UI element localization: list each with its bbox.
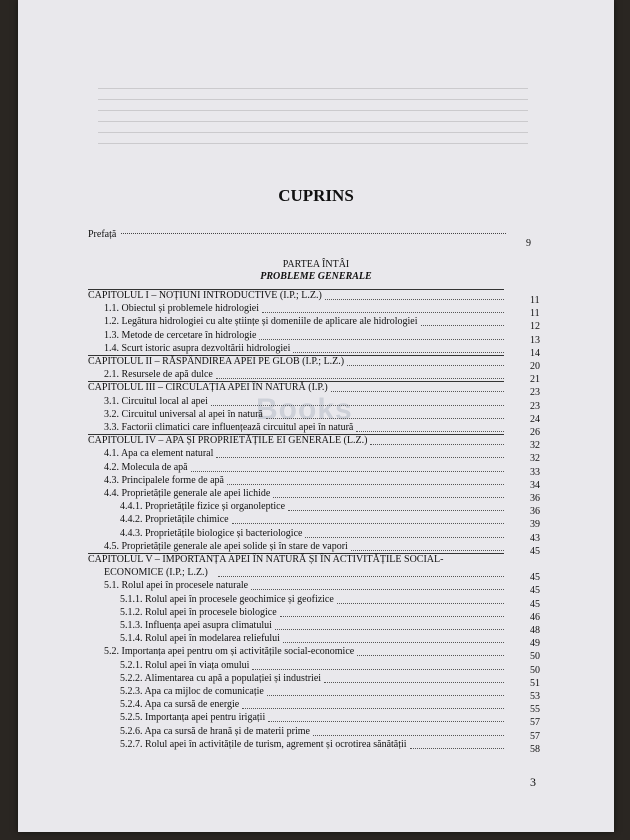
toc-item: [120, 739, 407, 751]
toc-leader: [267, 695, 504, 696]
toc-item: [120, 673, 321, 685]
toc-page-number: 23: [530, 400, 540, 412]
toc-leader: [216, 457, 504, 458]
toc-leader: [232, 523, 504, 524]
toc-entry-text: 5.1.3. Influența apei asupra climatului: [120, 620, 272, 631]
toc-page-number: 11: [530, 295, 540, 306]
toc-item: [120, 660, 249, 672]
toc-entry-continuation: ECONOMICE (I.P.; L.Z.): [104, 567, 208, 579]
toc-entry-text: 4.1. Apa ca element natural: [104, 448, 214, 460]
toc-item: [120, 686, 264, 698]
toc-item: [104, 369, 213, 381]
toc-chapter: [88, 435, 367, 447]
toc-page-number: 24: [530, 413, 540, 425]
toc-page-number: 45: [530, 545, 540, 557]
toc-item: [104, 422, 353, 434]
toc-item: [120, 528, 302, 540]
toc-entry-text: 5.2.3. Apa ca mijloc de comunicație: [120, 686, 264, 697]
toc-entry-text: 1.4. Scurt istoric asupra dezvoltării hidrologiei: [104, 342, 291, 354]
toc-entry-text: 5.2.4. Apa ca sursă de energie: [120, 699, 240, 711]
toc-page-number: 20: [530, 361, 540, 372]
page-number: 3: [530, 775, 536, 789]
toc-page-number: 57: [530, 717, 540, 729]
toc-leader: [211, 405, 504, 406]
toc-leader: [356, 431, 504, 432]
toc-leader: [331, 391, 504, 392]
toc-item: [120, 594, 334, 606]
toc-page-number: 58: [530, 743, 540, 755]
toc-chapter: [88, 382, 328, 394]
toc-item: [104, 462, 188, 474]
toc-page-number: 49: [530, 638, 540, 650]
toc-entry-text: 4.4.1. Proprietățile fizice și organoleptice: [120, 501, 286, 513]
toc-page-number: 48: [530, 625, 540, 636]
toc-leader: [259, 339, 504, 340]
toc-page-number: 55: [530, 704, 540, 716]
toc-page-number: 33: [530, 466, 540, 478]
toc-entry-text: 4.5. Proprietățile generale ale apei solide și în stare de vapori: [104, 540, 348, 552]
toc-page-number: 32: [530, 440, 540, 452]
toc-page-number: 14: [530, 347, 540, 359]
toc-leader: [357, 655, 504, 656]
toc-item: [120, 633, 280, 645]
toc-page-number: 21: [530, 374, 540, 386]
watermark: Books: [256, 393, 353, 426]
toc-item: [104, 316, 418, 328]
toc-entry-text: 5.2.2. Alimentarea cu apă a populației și industriei: [120, 672, 322, 684]
toc-item: [104, 303, 259, 315]
toc-item: [120, 620, 272, 632]
toc-leader: [273, 497, 504, 498]
toc-entry-text: CAPITOLUL V – IMPORTANȚA APEI ÎN NATURĂ ȘI ÎN ACTIVITĂȚILE SOCIAL-: [88, 554, 444, 565]
toc-page-number: 50: [530, 664, 540, 676]
toc-leader: [216, 378, 504, 379]
toc-entry-text: 5.2.5. Importanța apei pentru irigații: [120, 712, 266, 724]
toc-leader: [191, 471, 504, 472]
toc-leader: [268, 721, 504, 722]
toc-item: [104, 330, 256, 342]
toc-entry-text: 4.2. Molecula de apă: [104, 461, 188, 473]
toc-entry-text: 5.2. Importanța apei pentru om și activitățile social-economice: [104, 646, 355, 658]
toc-page-number: 57: [530, 730, 540, 742]
toc-entry-text: 4.4. Proprietățile generale ale apei lichide: [104, 488, 271, 499]
toc-entry-text: 5.1.4. Rolul apei în modelarea reliefului: [120, 633, 280, 645]
toc-leader: [251, 589, 504, 590]
toc-entry-text: 5.2.7. Rolul apei în activitățile de turism, agrement și ocrotirea sănătății: [120, 738, 407, 750]
toc-item: [120, 712, 265, 724]
toc-leader: [275, 629, 504, 630]
toc-entry-text: 5.1.1. Rolul apei în procesele geochimice și geofizice: [120, 593, 334, 605]
table-of-contents: [18, 0, 614, 832]
toc-item: [104, 541, 348, 553]
toc-leader: [288, 510, 504, 511]
toc-chapter: [88, 356, 344, 368]
toc-item: [104, 475, 224, 487]
toc-page-number: 26: [530, 427, 540, 438]
toc-page-number: 51: [530, 677, 540, 689]
toc-chapter: [88, 290, 322, 302]
toc-leader: [410, 748, 504, 749]
toc-item: [104, 409, 263, 421]
toc-entry-text: 2.1. Resursele de apă dulce: [104, 369, 213, 381]
toc-page-number: 32: [530, 453, 540, 465]
toc-leader: [337, 603, 504, 604]
preface-label: Prefață: [88, 229, 117, 240]
toc-entry-text: CAPITOLUL I – NOȚIUNI INTRODUCTIVE (I.P.; L.Z.): [88, 290, 322, 301]
toc-entry-text: 1.2. Legătura hidrologiei cu alte științe și domeniile de aplicare ale hidrologiei: [104, 316, 418, 328]
toc-entry-text: 3.2. Circuitul universal al apei în natură: [104, 408, 263, 420]
toc-page-number: 36: [530, 506, 540, 518]
toc-page-number: 45: [530, 585, 540, 597]
toc-leader: [218, 576, 504, 577]
toc-leader: [252, 669, 504, 670]
toc-entry-text: 5.1. Rolul apei în procesele naturale: [104, 580, 249, 592]
toc-page-number: 34: [530, 479, 540, 491]
toc-page-number: 43: [530, 532, 540, 544]
toc-entry-text: 5.2.1. Rolul apei în viața omului: [120, 659, 250, 671]
toc-leader: [305, 537, 504, 538]
toc-entry-text: CAPITOLUL II – RĂSPÂNDIREA APEI PE GLOB (I.P.; L.Z.): [88, 356, 345, 367]
toc-leader: [324, 682, 504, 683]
toc-page-number: 45: [530, 598, 540, 610]
toc-page-number: 36: [530, 493, 540, 504]
part-subtitle: PROBLEME GENERALE: [260, 271, 372, 282]
toc-item: [104, 488, 270, 500]
toc-page-number: 50: [530, 651, 540, 663]
toc-entry-text: 4.4.3. Proprietățile biologice și bacteriologice: [120, 527, 303, 539]
toc-page-number: 12: [530, 321, 540, 333]
toc-leader: [293, 352, 504, 353]
toc-chapter: [88, 554, 443, 566]
toc-leader: [266, 418, 504, 419]
toc-leader: [325, 299, 504, 300]
toc-entry-text: 1.1. Obiectul și problemele hidrologiei: [104, 303, 259, 315]
document-page: [18, 0, 614, 832]
toc-leader: [421, 325, 504, 326]
toc-page-number: 45: [530, 572, 540, 584]
toc-item: [104, 343, 290, 355]
toc-item: [104, 448, 213, 460]
toc-leader: [313, 735, 504, 736]
toc-item: [120, 501, 285, 513]
toc-item: [120, 726, 310, 738]
toc-entry-text: 4.3. Principalele forme de apă: [104, 474, 224, 486]
toc-leader: [227, 484, 504, 485]
toc-item: [104, 396, 208, 408]
toc-leader: [242, 708, 504, 709]
toc-leader: [283, 642, 504, 643]
toc-item: [104, 646, 354, 658]
toc-entry-text: 3.1. Circuitul local al apei: [104, 395, 208, 407]
toc-leader: [347, 365, 504, 366]
toc-leader: [370, 444, 504, 445]
toc-entry-text: 3.3. Factorii climatici care influențează circuitul apei în natură: [104, 422, 354, 433]
page-title: CUPRINS: [278, 186, 354, 205]
toc-page-number: 23: [530, 387, 540, 399]
toc-page-number: 53: [530, 691, 540, 702]
toc-item: [120, 699, 239, 711]
part-label: PARTEA ÎNTÂI: [282, 259, 350, 270]
toc-item: [104, 580, 248, 592]
toc-entry-text: CAPITOLUL IV – APA ȘI PROPRIETĂȚILE EI GENERALE (L.Z.): [88, 435, 368, 447]
toc-leader: [262, 312, 504, 313]
toc-page-number: 13: [530, 334, 540, 346]
toc-entry-text: 5.2.6. Apa ca sursă de hrană și de materii prime: [120, 725, 310, 737]
toc-entry-text: 5.1.2. Rolul apei în procesele biologice: [120, 606, 277, 618]
toc-page-number: 11: [530, 308, 540, 320]
toc-item: [120, 514, 229, 526]
toc-item: [120, 607, 277, 619]
toc-page-number: 46: [530, 611, 540, 623]
toc-leader: [351, 550, 504, 551]
toc-leader: [280, 616, 504, 617]
toc-entry-text: CAPITOLUL III – CIRCULAȚIA APEI ÎN NATURĂ (I.P.): [88, 382, 328, 394]
toc-entry-text: 1.3. Metode de cercetare în hidrologie: [104, 329, 257, 341]
toc-page-number: 39: [530, 519, 540, 531]
toc-entry-text: 4.4.2. Proprietățile chimice: [120, 514, 229, 526]
preface-page: 9: [526, 238, 531, 249]
